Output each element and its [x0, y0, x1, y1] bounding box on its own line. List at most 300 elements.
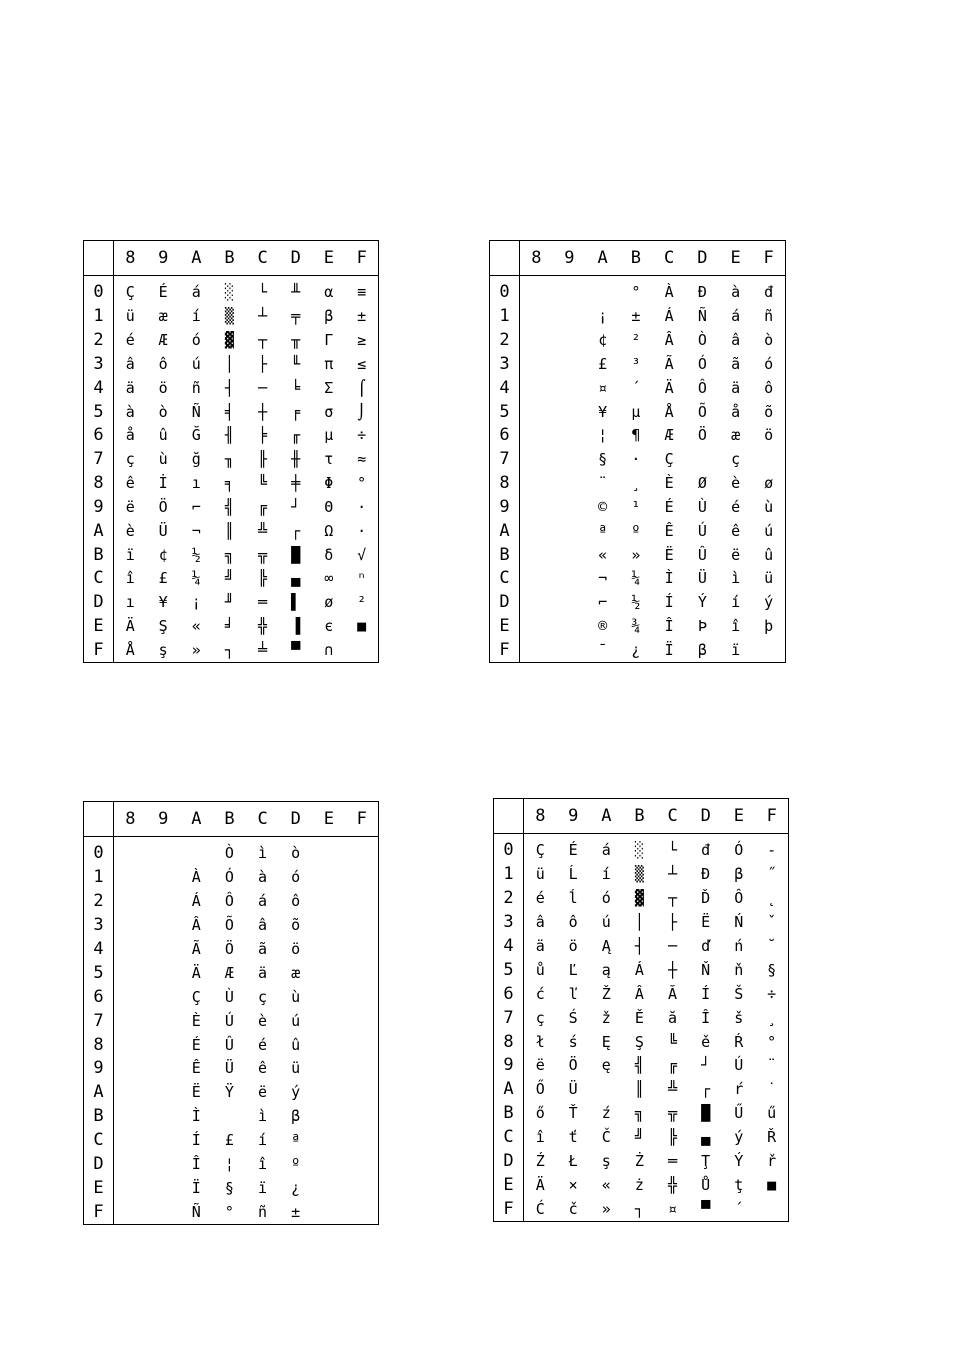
char-cell: Ó [734, 841, 744, 860]
char-cell: ≥ [357, 331, 367, 350]
column-header: D [279, 241, 312, 276]
row-header: F [494, 1197, 524, 1222]
char-cell: ä [731, 378, 741, 397]
char-cell: ⁿ [357, 569, 367, 588]
char-cell: █ [701, 1104, 711, 1123]
char-cell: â [731, 331, 741, 350]
char-cell: ⌐ [191, 497, 201, 516]
char-cell: ý [291, 1083, 301, 1102]
char-cell: α [324, 283, 334, 302]
row-header: 8 [490, 471, 520, 495]
char-cell: Ö [224, 940, 234, 959]
char-cell: ± [357, 307, 367, 326]
char-cell: Ï [191, 1178, 201, 1197]
char-cell: ö [158, 378, 168, 397]
char-cell: Â [634, 984, 644, 1003]
char-cell [345, 1200, 378, 1225]
char-cell: ╠ [668, 1128, 678, 1147]
table-row [494, 1173, 789, 1197]
char-cell [520, 614, 553, 638]
char-cell [553, 495, 586, 519]
column-header: C [656, 799, 689, 834]
char-cell: å [125, 426, 135, 445]
char-cell: ░ [224, 283, 234, 302]
char-cell [345, 1057, 378, 1081]
char-cell: ˝ [767, 865, 777, 884]
char-cell [520, 328, 553, 352]
header-row [84, 802, 379, 837]
char-cell: ╝ [224, 569, 234, 588]
char-cell: ╦ [668, 1104, 678, 1123]
row-header: D [84, 590, 114, 614]
column-header: 9 [553, 241, 586, 276]
char-cell [312, 1176, 345, 1200]
char-cell: ° [631, 283, 641, 302]
row-header: 0 [490, 276, 520, 305]
char-cell: ┼ [258, 402, 268, 421]
char-cell [520, 304, 553, 328]
char-cell [147, 1176, 180, 1200]
char-cell: ┘ [291, 497, 301, 516]
char-cell: Î [191, 1155, 201, 1174]
char-cell: § [767, 960, 777, 979]
row-header: 5 [490, 400, 520, 424]
char-cell: Ő [535, 1080, 545, 1099]
char-cell: ő [535, 1104, 545, 1123]
table-row [490, 423, 786, 447]
char-cell: ˛ [767, 889, 777, 908]
char-cell: σ [324, 402, 334, 421]
table-row [490, 276, 786, 305]
char-cell [345, 889, 378, 913]
char-cell: Î [701, 1008, 711, 1027]
char-cell: ï [258, 1178, 268, 1197]
char-cell: à [125, 402, 135, 421]
column-header: E [312, 241, 345, 276]
row-header: F [84, 1200, 114, 1225]
char-cell [114, 1104, 147, 1128]
char-cell: ▀ [291, 641, 301, 660]
char-cell [520, 376, 553, 400]
char-cell: « [191, 617, 201, 636]
column-header: B [619, 241, 652, 276]
table-row [490, 376, 786, 400]
char-cell: ¢ [598, 331, 608, 350]
char-cell: Φ [324, 474, 334, 493]
char-cell [312, 1152, 345, 1176]
char-cell: ¼ [631, 569, 641, 588]
char-cell: ó [764, 354, 774, 373]
char-cell [147, 889, 180, 913]
row-header: B [84, 1104, 114, 1128]
char-cell: æ [731, 426, 741, 445]
char-cell: ▒ [224, 307, 234, 326]
char-cell: Ś [568, 1008, 578, 1027]
char-cell: Ô [734, 889, 744, 908]
char-cell: ╞ [258, 426, 268, 445]
row-header: D [494, 1149, 524, 1173]
char-cell: Ø [697, 474, 707, 493]
char-cell: Ğ [191, 426, 201, 445]
char-cell: ¯ [598, 641, 608, 660]
table-row [84, 447, 379, 471]
char-cell: ¶ [631, 426, 641, 445]
char-cell: ê [731, 521, 741, 540]
char-cell: Č [601, 1128, 611, 1147]
char-cell: á [258, 892, 268, 911]
char-cell: ã [258, 940, 268, 959]
char-cell: Đ [701, 865, 711, 884]
table-row [490, 495, 786, 519]
char-cell: ╤ [291, 307, 301, 326]
char-cell: ┴ [258, 307, 268, 326]
char-cell: ³ [631, 354, 641, 373]
table-row [84, 519, 379, 543]
char-cell: à [258, 868, 268, 887]
table-row [84, 614, 379, 638]
char-cell: Ç [125, 283, 135, 302]
char-cell [553, 352, 586, 376]
char-cell: ï [125, 545, 135, 564]
char-cell [147, 865, 180, 889]
char-cell: Æ [664, 426, 674, 445]
char-cell: Ì [191, 1107, 201, 1126]
table-row [494, 934, 789, 958]
table-row [84, 889, 379, 913]
char-cell [147, 1200, 180, 1225]
row-header: 0 [494, 834, 524, 863]
table-row [494, 1197, 789, 1222]
char-cell: Í [701, 984, 711, 1003]
char-cell [345, 1080, 378, 1104]
char-cell: ž [601, 1008, 611, 1027]
char-cell: ╗ [224, 545, 234, 564]
char-cell: ı [125, 593, 135, 612]
char-cell [114, 937, 147, 961]
char-cell: è [258, 1011, 268, 1030]
char-cell: Û [697, 545, 707, 564]
char-cell [553, 638, 586, 662]
table-row [84, 304, 379, 328]
char-cell: µ [324, 426, 334, 445]
table-row [490, 638, 786, 662]
char-cell: ▓ [634, 889, 644, 908]
char-cell: ú [601, 913, 611, 932]
char-cell: ů [535, 960, 545, 979]
char-cell: ć [535, 984, 545, 1003]
row-header: E [84, 1176, 114, 1200]
char-cell: Ï [664, 641, 674, 660]
char-cell [520, 447, 553, 471]
char-cell: ┬ [258, 331, 268, 350]
char-cell: ë [258, 1083, 268, 1102]
char-cell: ź [601, 1104, 611, 1123]
char-cell [147, 961, 180, 985]
table-row [84, 985, 379, 1009]
column-header: 8 [524, 799, 557, 834]
char-cell: Ë [191, 1083, 201, 1102]
char-cell [520, 471, 553, 495]
char-cell: Ă [668, 984, 678, 1003]
char-cell [147, 837, 180, 866]
char-cell [114, 1176, 147, 1200]
char-cell: ⌠ [357, 378, 367, 397]
char-cell: ò [764, 331, 774, 350]
char-cell: ┬ [668, 889, 678, 908]
char-cell [553, 276, 586, 305]
char-table-2 [489, 240, 786, 663]
char-cell: ╔ [258, 497, 268, 516]
char-cell: ñ [764, 307, 774, 326]
char-cell: ∩ [324, 641, 334, 660]
char-cell: ü [764, 569, 774, 588]
char-cell [345, 1009, 378, 1033]
char-cell [312, 1080, 345, 1104]
table-row [84, 328, 379, 352]
char-cell: ü [125, 307, 135, 326]
char-cell: õ [291, 916, 301, 935]
char-cell [520, 352, 553, 376]
char-cell: √ [357, 545, 367, 564]
table-row [84, 400, 379, 424]
char-cell: ã [731, 354, 741, 373]
char-cell: ┌ [701, 1080, 711, 1099]
header-row [84, 241, 379, 276]
table-row [490, 471, 786, 495]
column-header: F [345, 802, 378, 837]
row-header: 5 [84, 400, 114, 424]
table-row [84, 1057, 379, 1081]
table-row [494, 1149, 789, 1173]
column-header: F [752, 241, 785, 276]
char-cell [213, 1104, 246, 1128]
char-cell: ú [291, 1011, 301, 1030]
char-cell: ë [731, 545, 741, 564]
char-cell: ╛ [224, 617, 234, 636]
column-header: B [213, 802, 246, 837]
row-header: F [490, 638, 520, 662]
row-header: D [84, 1152, 114, 1176]
char-cell: ░ [634, 841, 644, 860]
table-row [84, 913, 379, 937]
char-cell [553, 614, 586, 638]
column-header: 8 [114, 241, 147, 276]
char-cell: £ [224, 1131, 234, 1150]
char-cell: Â [664, 331, 674, 350]
column-header: A [590, 799, 623, 834]
char-cell [345, 865, 378, 889]
char-cell: ╪ [291, 474, 301, 493]
char-cell: » [191, 641, 201, 660]
char-cell: ò [158, 402, 168, 421]
char-cell: ö [568, 937, 578, 956]
row-header: A [84, 1080, 114, 1104]
char-cell: ù [158, 450, 168, 469]
char-cell: ú [191, 354, 201, 373]
char-cell: Ñ [191, 1202, 201, 1221]
row-header: 2 [494, 886, 524, 910]
char-cell: Ÿ [224, 1083, 234, 1102]
char-cell: ĺ [568, 889, 578, 908]
char-cell: ╣ [634, 1056, 644, 1075]
table-row [490, 328, 786, 352]
char-cell [520, 519, 553, 543]
char-cell: ╘ [291, 378, 301, 397]
char-cell: Ç [191, 987, 201, 1006]
char-cell: ═ [668, 1152, 678, 1171]
column-header: 9 [557, 799, 590, 834]
table-row [84, 543, 379, 567]
char-cell: ğ [191, 450, 201, 469]
char-cell: ° [357, 474, 367, 493]
char-cell: ţ [734, 1175, 744, 1194]
table-row [84, 276, 379, 305]
char-cell [345, 837, 378, 866]
char-cell: ╕ [224, 474, 234, 493]
char-cell [147, 1057, 180, 1081]
char-cell: é [731, 497, 741, 516]
char-cell: ¨ [598, 474, 608, 493]
char-cell [147, 1152, 180, 1176]
char-cell: Ò [224, 844, 234, 863]
char-cell: ş [158, 641, 168, 660]
char-cell: █ [291, 545, 301, 564]
table-row [84, 1080, 379, 1104]
char-cell [520, 638, 553, 662]
char-cell: ± [291, 1202, 301, 1221]
char-cell: δ [324, 545, 334, 564]
table-row [494, 862, 789, 886]
char-cell: Ú [697, 521, 707, 540]
table-row [84, 495, 379, 519]
char-cell: ¬ [191, 521, 201, 540]
column-header: E [312, 802, 345, 837]
char-cell: ¬ [598, 569, 608, 588]
char-cell: ó [601, 889, 611, 908]
char-cell: ┘ [701, 1056, 711, 1075]
char-cell: ┴ [668, 865, 678, 884]
char-cell: © [598, 497, 608, 516]
row-header: 9 [490, 495, 520, 519]
char-cell [312, 1033, 345, 1057]
char-cell: â [258, 916, 268, 935]
char-cell [553, 567, 586, 591]
row-header: 8 [494, 1030, 524, 1054]
char-cell: ê [125, 474, 135, 493]
row-header: C [494, 1125, 524, 1149]
char-cell: ˇ [767, 913, 777, 932]
row-header: 5 [494, 958, 524, 982]
char-cell [114, 1152, 147, 1176]
char-cell [312, 1104, 345, 1128]
char-cell [520, 567, 553, 591]
char-cell [520, 276, 553, 305]
char-cell [553, 447, 586, 471]
char-cell: ╟ [258, 450, 268, 469]
row-header: 7 [84, 447, 114, 471]
row-header: 7 [490, 447, 520, 471]
char-cell: ò [291, 844, 301, 863]
char-cell: Ù [224, 987, 234, 1006]
char-cell: Ú [224, 1011, 234, 1030]
char-cell: è [731, 474, 741, 493]
char-cell: ŕ [734, 1080, 744, 1099]
char-cell [345, 961, 378, 985]
char-cell: à [731, 283, 741, 302]
column-header: D [686, 241, 719, 276]
table-row [494, 982, 789, 1006]
table-row [494, 1101, 789, 1125]
char-cell: ı [191, 474, 201, 493]
table-row [84, 1176, 379, 1200]
char-cell [114, 1009, 147, 1033]
char-cell: ╔ [668, 1056, 678, 1075]
char-cell: Ü [158, 521, 168, 540]
char-cell: × [568, 1175, 578, 1194]
char-cell [345, 1033, 378, 1057]
char-cell: ô [158, 354, 168, 373]
char-cell: ▀ [701, 1199, 711, 1218]
char-cell: ł [535, 1032, 545, 1051]
char-cell: ˙ [767, 1080, 777, 1099]
char-cell: ö [764, 426, 774, 445]
char-cell [345, 638, 378, 662]
char-cell [312, 961, 345, 985]
char-cell [553, 304, 586, 328]
column-header: C [653, 241, 686, 276]
table-row [490, 519, 786, 543]
char-cell: ì [258, 844, 268, 863]
char-cell [147, 985, 180, 1009]
char-cell: Γ [324, 331, 334, 350]
char-cell: ô [764, 378, 774, 397]
char-cell: ∞ [324, 569, 334, 588]
char-cell [114, 1033, 147, 1057]
table-row [490, 304, 786, 328]
char-cell: ä [535, 937, 545, 956]
char-cell: í [191, 307, 201, 326]
row-header: 7 [494, 1006, 524, 1030]
char-cell: ľ [568, 984, 578, 1003]
char-cell: ¡ [191, 593, 201, 612]
char-cell: Ü [697, 569, 707, 588]
column-header: B [623, 799, 656, 834]
char-cell: · [631, 450, 641, 469]
char-cell: Ê [664, 521, 674, 540]
char-cell: û [158, 426, 168, 445]
char-cell: Ú [734, 1056, 744, 1075]
char-cell [147, 1033, 180, 1057]
table-row [84, 1104, 379, 1128]
char-cell [114, 837, 147, 866]
char-cell: Ţ [701, 1152, 711, 1171]
char-cell: Á [191, 892, 201, 911]
char-cell: Σ [324, 378, 334, 397]
char-cell: Ş [158, 617, 168, 636]
table-row [84, 638, 379, 662]
row-header: 6 [490, 423, 520, 447]
char-cell: ⌡ [357, 402, 367, 421]
column-header: 9 [147, 241, 180, 276]
char-cell: Ð [697, 283, 707, 302]
char-cell: â [125, 354, 135, 373]
table-row [84, 352, 379, 376]
char-cell: Ů [701, 1175, 711, 1194]
row-header: 5 [84, 961, 114, 985]
char-cell [114, 1080, 147, 1104]
char-cell: ¼ [191, 569, 201, 588]
row-header: 6 [494, 982, 524, 1006]
